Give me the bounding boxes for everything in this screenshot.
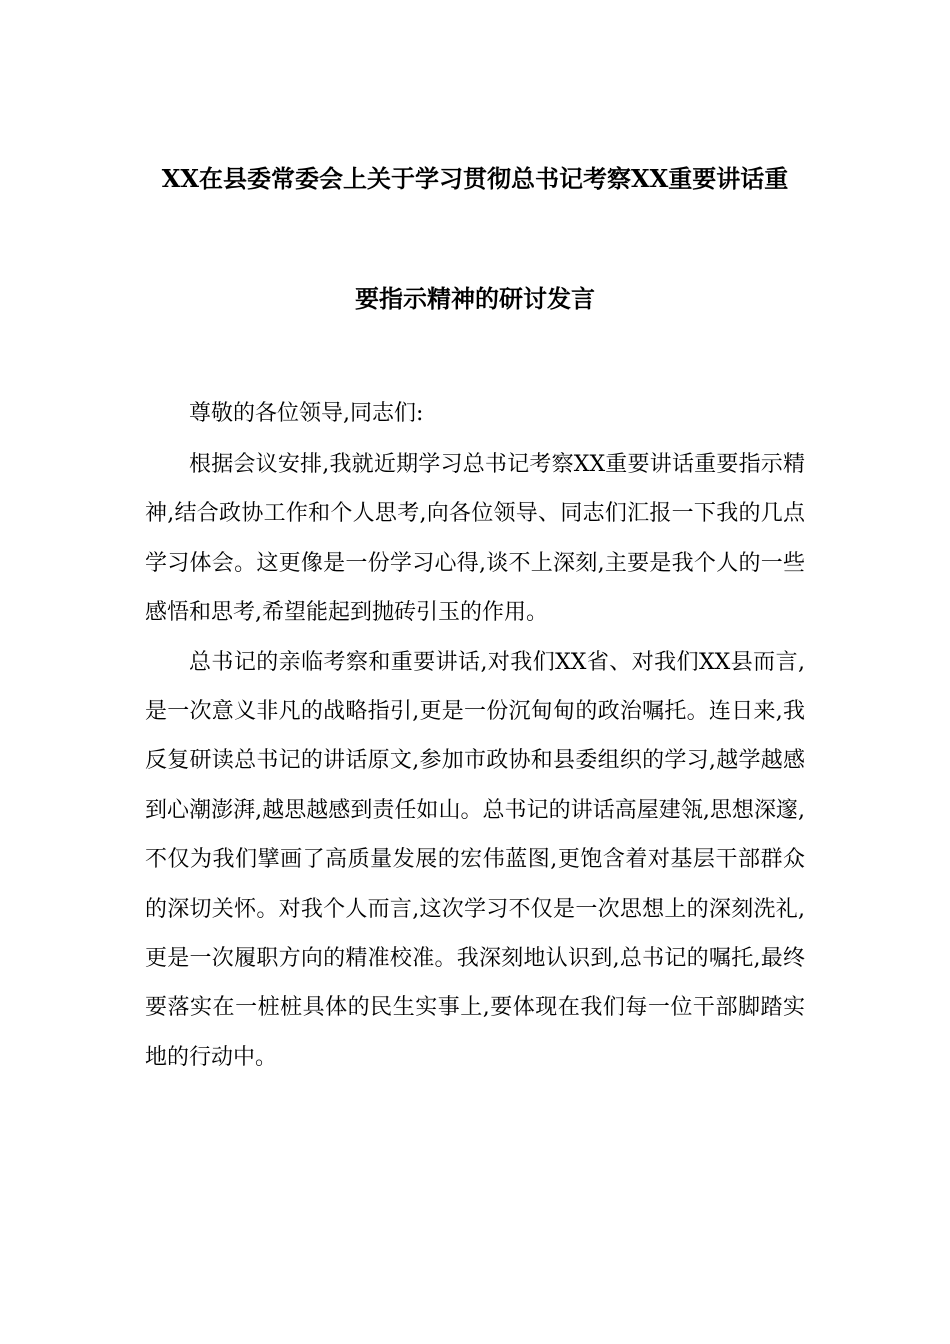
document-title-line-1: XX在县委常委会上关于学习贯彻总书记考察XX重要讲话重 — [161, 164, 789, 193]
salutation: 尊敬的各位领导,同志们: — [189, 401, 424, 426]
body-text — [145, 440, 805, 1082]
paragraph-1: 根据会议安排,我就近期学习总书记考察XX重要讲话重要指示精神,结合政协工作和个人思考,向各位领导、同志们汇报一下我的几点学习体会。这更像是一份学习心得,谈不上深刻,主要是我个人的一些感悟和思考,希望能起到抛砖引玉的作用。 — [145, 452, 805, 626]
document-title-line-2: 要指示精神的研讨发言 — [355, 284, 595, 313]
paragraph-2: 总书记的亲临考察和重要讲话,对我们XX省、对我们XX县而言,是一次意义非凡的战略指引,更是一份沉甸甸的政治嘱托。连日来,我反复研读总书记的讲话原文,参加市政协和县委组织的学习,越学越感到心潮澎湃,越思越感到责任如山。总书记的讲话高屋建瓴,思想深邃,不仅为我们擘画了高质量发展的宏伟蓝图,更饱含着对基层干部群众的深切关怀。对我个人而言,这次学习不仅是一次思想上的深刻洗礼,更是一次履职方向的精准校准。我深刻地认识到,总书记的嘱托,最终要落实在一桩桩具体的民生实事上,要体现在我们每一位干部脚踏实地的行动中。 — [145, 649, 805, 1070]
